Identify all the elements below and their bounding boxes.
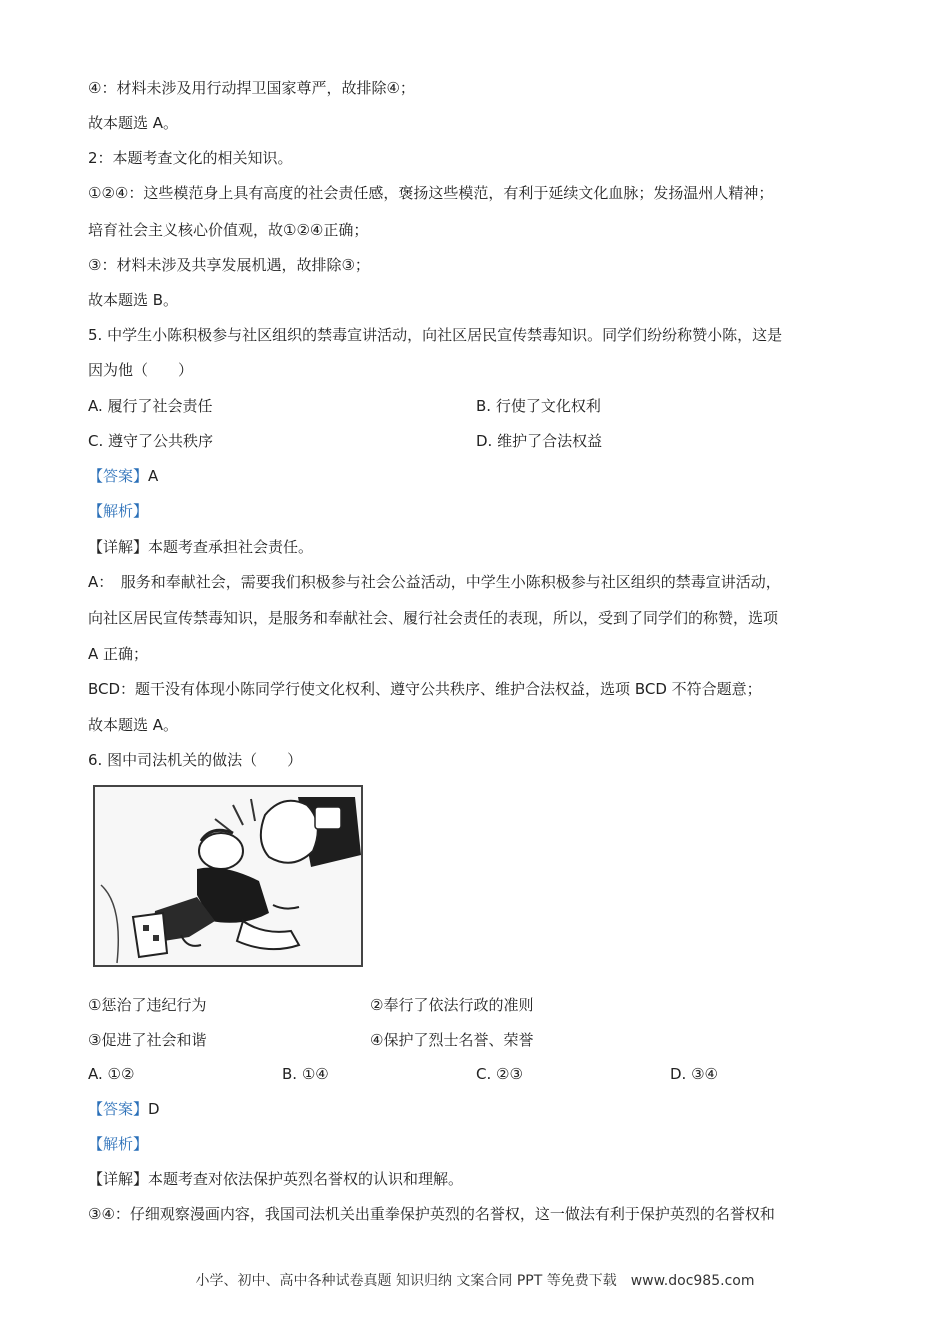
question-6-option-d: D. ③④ (670, 1065, 718, 1083)
question-6-option-c: C. ②③ (476, 1065, 523, 1083)
question-6-option-a: A. ①② (88, 1065, 135, 1083)
text-line: 故本题选 B。 (88, 291, 179, 309)
statement-2: ②奉行了依法行政的准则 (370, 996, 534, 1014)
detail-line: A： 服务和奉献社会，需要我们积极参与社会公益活动，中学生小陈积极参与社区组织的禁毒宣讲活动， (88, 573, 781, 591)
text-line: ④：材料未涉及用行动捍卫国家尊严，故排除④； (88, 79, 415, 97)
answer-tag: 【答案】 (88, 467, 149, 485)
question-5-option-a: A. 履行了社会责任 (88, 397, 213, 415)
detail-line: 向社区居民宣传禁毒知识，是服务和奉献社会、履行社会责任的表现，所以，受到了同学们的称赞，选项 (88, 609, 779, 627)
text-line: 培育社会主义核心价值观，故①②④正确； (88, 221, 369, 239)
question-6-answer (88, 1099, 160, 1119)
question-5-stem: 因为他（ ） (88, 361, 194, 379)
question-6-stem: 6. 图中司法机关的做法（ ） (88, 751, 303, 769)
statement-1: ①惩治了违纪行为 (88, 996, 207, 1014)
footer-text: 小学、初中、高中各种试卷真题 知识归纳 文案合同 PPT 等免费下载 www.doc985.com (195, 1273, 755, 1289)
detail-line: 故本题选 A。 (88, 716, 179, 734)
statement-4: ④保护了烈士名誉、荣誉 (370, 1031, 534, 1049)
answer-value: D (148, 1100, 160, 1118)
analysis-tag: 【解析】 (88, 502, 149, 520)
analysis-tag: 【解析】 (88, 1135, 149, 1153)
detail-line: 【详解】本题考查承担社会责任。 (88, 538, 314, 556)
question-5-stem: 5. 中学生小陈积极参与社区组织的禁毒宣讲活动，向社区居民宣传禁毒知识。同学们纷纷称赞小陈，这是 (88, 326, 783, 344)
comic-image (93, 785, 363, 967)
text-line: ①②④：这些模范身上具有高度的社会责任感，褒扬这些模范，有利于延续文化血脉；发扬温州人精神； (88, 184, 774, 202)
text-line: 故本题选 A。 (88, 114, 179, 132)
question-5-option-d: D. 维护了合法权益 (476, 432, 603, 450)
text-line: ③：材料未涉及共享发展机遇，故排除③； (88, 256, 370, 274)
detail-line: 【详解】本题考查对依法保护英烈名誉权的认识和理解。 (88, 1170, 464, 1188)
detail-line: ③④：仔细观察漫画内容，我国司法机关出重拳保护英烈的名誉权，这一做法有利于保护英烈的名誉权和 (88, 1205, 775, 1223)
detail-line: A 正确； (88, 645, 149, 663)
question-5-option-c: C. 遵守了公共秩序 (88, 432, 214, 450)
answer-value: A (148, 467, 159, 485)
question-5-answer (88, 466, 158, 486)
text-line: 2：本题考查文化的相关知识。 (88, 149, 293, 167)
question-5-option-b: B. 行使了文化权利 (476, 397, 601, 415)
question-6-option-b: B. ①④ (282, 1065, 329, 1083)
answer-tag: 【答案】 (88, 1100, 149, 1118)
detail-line: BCD：题干没有体现小陈同学行使文化权利、遵守公共秩序、维护合法权益，选项 BCD 不符合题意； (88, 680, 762, 698)
statement-3: ③促进了社会和谐 (88, 1031, 207, 1049)
